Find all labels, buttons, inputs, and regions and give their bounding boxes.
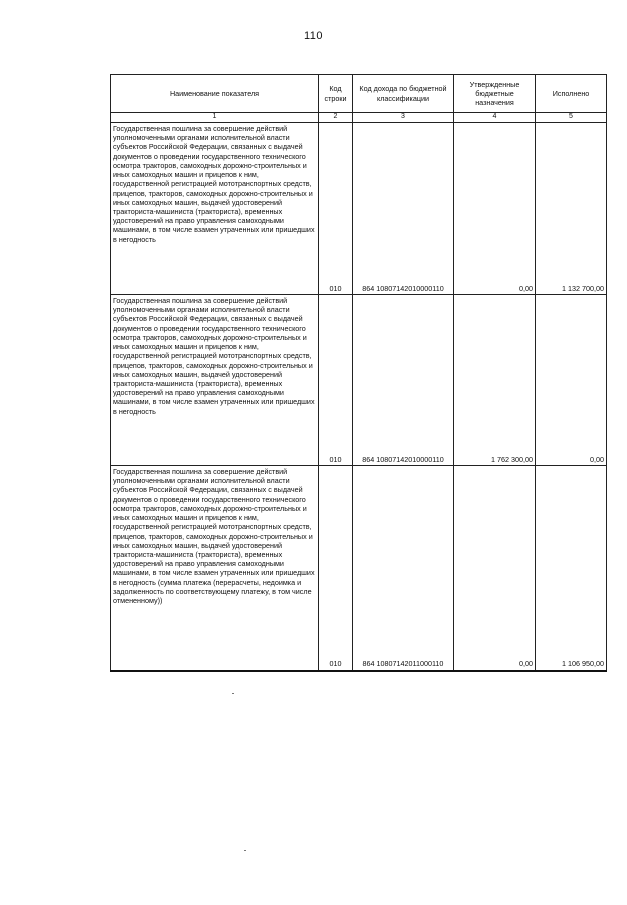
header-budget-code: Код дохода по бюджетной классификации (353, 75, 454, 113)
header-line-code: Код строки (319, 75, 353, 113)
header-approved: Утвержденные бюджетные назначения (454, 75, 536, 113)
scan-speck (232, 693, 234, 694)
indicator-name: Государственная пошлина за совершение действий уполномоченными органами исполнительной власти субъектов Российской Федерации, связанных с выдачей документов о проведении государственного технического осмотра тракторов, самоходных дорожно-строительных и иных самоходных машин и прицепов к ним, государственной регистрацией мототранспортных средств, прицепов, тракторов, самоходных дорожно-строительных и иных самоходных машин, выдачей удостоверений тракториста-машиниста (тракториста), временных удостоверений на право управления самоходными машинами, в том числе взамен утраченных или пришедших в негодность (111, 295, 319, 466)
approved-amount: 0,00 (454, 123, 536, 295)
table-row (111, 123, 607, 295)
executed-amount: 1 106 950,00 (536, 466, 607, 671)
header-indicator-name: Наименование показателя (111, 75, 319, 113)
executed-amount: 0,00 (536, 295, 607, 466)
budget-code: 864 10807142010000110 (353, 123, 454, 295)
table-row (111, 466, 607, 671)
line-code: 010 (319, 466, 353, 671)
column-number: 4 (454, 113, 536, 123)
executed-amount: 1 132 700,00 (536, 123, 607, 295)
column-number: 2 (319, 113, 353, 123)
scan-speck (244, 850, 246, 851)
budget-revenue-table (110, 74, 607, 672)
page-number: 110 (303, 30, 324, 42)
column-number-row (111, 113, 607, 123)
approved-amount: 0,00 (454, 466, 536, 671)
table-header-row (111, 75, 607, 113)
approved-amount: 1 762 300,00 (454, 295, 536, 466)
header-executed: Исполнено (536, 75, 607, 113)
table-row (111, 295, 607, 466)
line-code: 010 (319, 295, 353, 466)
budget-code: 864 10807142011000110 (353, 466, 454, 671)
indicator-name: Государственная пошлина за совершение действий уполномоченными органами исполнительной власти субъектов Российской Федерации, связанных с выдачей документов о проведении государственного технического осмотра тракторов, самоходных дорожно-строительных и иных самоходных машин и прицепов к ним, государственной регистрацией мототранспортных средств, прицепов, тракторов, самоходных дорожно-строительных и иных самоходных машин, выдачей удостоверений тракториста-машиниста (тракториста), временных удостоверений на право управления самоходными машинами, в том числе взамен утраченных или пришедших в негодность (сумма платежа (перерасчеты, недоимка и задолженность по соответствующему платежу, в том числе отмененному)) (111, 466, 319, 671)
column-number: 1 (111, 113, 319, 123)
column-number: 5 (536, 113, 607, 123)
column-number: 3 (353, 113, 454, 123)
budget-code: 864 10807142010000110 (353, 295, 454, 466)
indicator-name: Государственная пошлина за совершение действий уполномоченными органами исполнительной власти субъектов Российской Федерации, связанных с выдачей документов о проведении государственного технического осмотра тракторов, самоходных дорожно-строительных и иных самоходных машин и прицепов к ним, государственной регистрацией мототранспортных средств, прицепов, тракторов, самоходных дорожно-строительных и иных самоходных машин, выдачей удостоверений тракториста-машиниста (тракториста), временных удостоверений на право управления самоходными машинами, в том числе взамен утраченных или пришедших в негодность (111, 123, 319, 295)
line-code: 010 (319, 123, 353, 295)
